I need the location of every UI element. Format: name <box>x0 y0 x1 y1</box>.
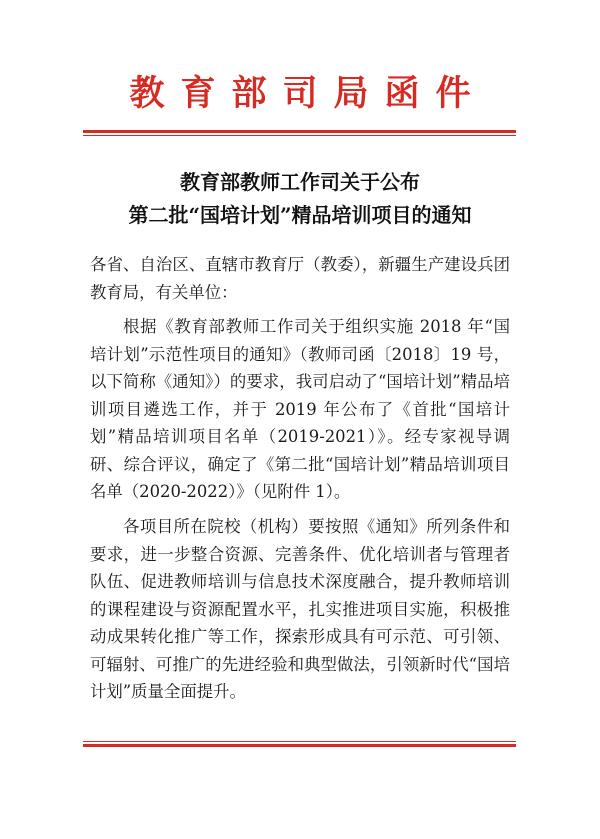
document-title-line-2: 第二批“国培计划”精品培训项目的通知 <box>128 203 472 227</box>
footer-rule-thick <box>83 744 516 747</box>
body-paragraph-2: 各项目所在院校（机构）要按照《通知》所列条件和要求，进一步整合资源、完善条件、优化培训者与管理者队伍、促进教师培训与信息技术深度融合，提升教师培训的课程建设与资源配置水平，扎实推进项目实施，积极推动成果转化推广等工作，探索形成具有可示范、可引领、可辐射、可推广的先进经验和典型做法，引领新时代“国培计划”质量全面提升。 <box>90 517 510 701</box>
footer-rule-thin <box>83 741 516 742</box>
salutation: 各省、自治区、直辖市教育厅（教委），新疆生产建设兵团教育局，有关单位： <box>90 255 510 302</box>
letterhead-title: 教育部司局函件 <box>129 73 487 114</box>
header-rule-thick <box>83 130 516 133</box>
body-paragraph-1: 根据《教育部教师工作司关于组织实施 2018 年“国培计划”示范性项目的通知》（教师司函〔2018〕19 号，以下简称《通知》）的要求，我司启动了“国培计划”精品培训项目遴选工作，并于 2019 年公布了《首批“国培计划”精品培训项目名单（2019-2021）》。经专家视导调研、综合评议，确定了《第二批“国培计划”精品培训项目名单（2020-2022）》（见附件 1）。 <box>90 317 510 501</box>
document-title-line-1: 教育部教师工作司关于公布 <box>180 170 420 194</box>
header-rule-thin <box>83 135 516 136</box>
